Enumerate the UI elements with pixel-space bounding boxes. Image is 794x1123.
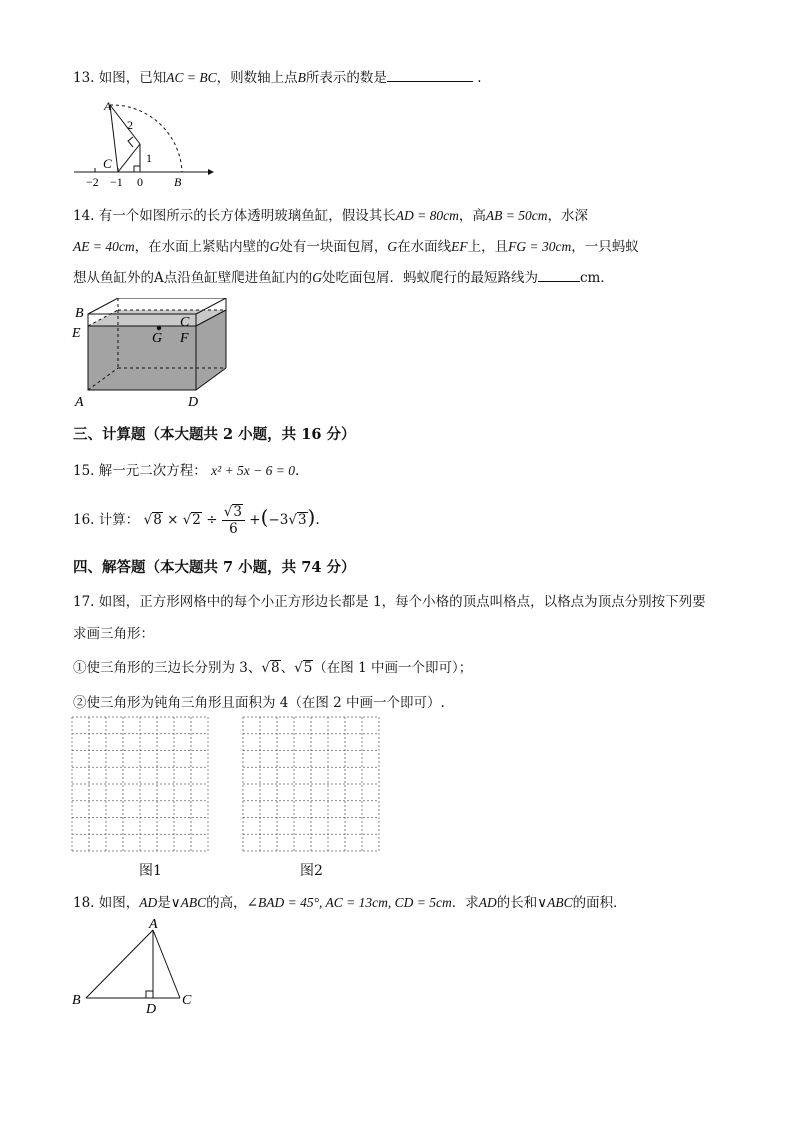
section3-title: 三、计算题（本大题共 2 小题，共 16 分） [73,426,356,443]
q14-line2-c: 在水面线 [397,239,452,255]
q14-line2 [73,235,639,255]
q14-ad: AD = 80cm [395,208,459,223]
q14-ef: EF [451,239,468,254]
q16-fraction-denominator: 6 [229,521,238,537]
q17-grid-figure-1[interactable] [71,716,209,852]
q14-line2-b: 处有一块面包屑， [279,239,388,255]
q16-fraction [222,504,245,537]
q16-radicand-3: 3 [233,504,242,520]
q14-number: 14. [73,208,95,224]
q15-text [73,459,299,479]
q14-line1-a: 有一个如图所示的长方体透明玻璃鱼缸，假设其长 [98,208,396,224]
q14-answer-blank[interactable] [538,267,580,282]
q18-label-B: B [72,993,81,1008]
q14-fish-tank-figure [70,298,240,410]
q16-neg3: −3 [268,512,289,528]
q13-tick-0: 0 [137,175,143,189]
q14-label-A: A [75,395,84,410]
q18-text-e: 的长和 [496,895,538,911]
q15-label: 解一元二次方程： [98,463,207,479]
q16-radical-2: √2 [182,512,201,528]
q16-radical-1: √8 [143,512,162,528]
q17-radicand-5: 5 [303,660,313,676]
q18-text-d: ．求 [451,895,479,911]
q18-given: ∠BAD = 45°, AC = 13cm, CD = 5cm [246,895,452,910]
q14-unit: cm． [580,270,614,286]
q15-end: . [294,463,300,479]
q16-end: . [315,512,320,528]
q18-label-C: C [182,993,192,1008]
q16-paren-close: ) [307,505,316,529]
q13-label-1: 1 [146,151,152,165]
q17-item1-sep: 、 [280,660,295,676]
q17-item1 [73,656,472,676]
q16-div: ÷ [206,512,218,528]
q14-g2: G [387,239,398,254]
q17-fig1-caption: 图1 [139,863,162,879]
q14-label-D: D [188,395,199,410]
q15-number: 15. [73,463,95,479]
q13-tick-minus2: −2 [86,175,99,189]
q16-radical-3: √3 [288,512,307,528]
q16-plus: + [249,512,261,528]
q17-fig2-caption: 图2 [300,863,323,879]
q14-line3 [73,266,614,286]
q18-text [73,891,627,911]
q18-text-a: 如图， [98,895,140,911]
q14-label-E: E [72,326,81,341]
q18-triangle: ∨ABC [170,895,207,910]
q13-text [73,66,482,86]
q13-text-a: 如图，已知 [98,70,167,86]
q18-triangle2: ∨ABC [537,895,573,910]
q13-text-b: ，则数轴上点 [216,70,298,86]
q14-g3: G [312,270,322,285]
q14-line2-e: ，一只蚂蚁 [571,239,639,255]
q13-tick-minus1: −1 [110,175,123,189]
q14-label-F: F [180,331,189,346]
q14-label-C: C [180,315,190,330]
q13-label-A: A [104,99,112,113]
q13-eq: AC = BC [166,70,217,85]
q13-text-c: 所表示的数是 [305,70,387,86]
section4-title: 四、解答题（本大题共 7 小题，共 74 分） [73,559,356,576]
q14-line1-c: ，水深 [547,208,588,224]
q14-g: G [269,239,280,254]
q13-label-B: B [174,175,182,189]
q16-paren-open: ( [260,505,269,529]
q14-line2-a: ，在水面上紧贴内壁的 [134,239,270,255]
q17-radical-5: √5 [294,660,313,676]
q17-item2: ②使三角形为钝角三角形且面积为 4（在图 2 中画一个即可）. [73,695,445,711]
q18-text-b: 是 [157,895,171,911]
q17-item1-a: ①使三角形的三边长分别为 3、 [73,660,262,676]
q17-line1 [73,590,706,610]
q18-number: 18. [73,895,95,911]
q15-equation: x² + 5x − 6 = 0 [211,463,295,478]
q16-fraction-numerator: √3 [222,504,245,521]
q16-times: × [167,512,179,528]
q16-radicand-2: 2 [192,512,201,528]
q17-radicand-8: 8 [271,660,280,676]
q13-number: 13. [73,70,95,86]
q18-triangle-figure [70,916,200,1016]
q17-item1-b: （在图 1 中画一个即可）； [313,660,473,676]
q13-label-2: 2 [127,118,133,132]
q18-text-f: 的面积． [572,895,627,911]
q13-point: B [297,70,306,85]
q16-radicand-3b: 3 [297,512,307,528]
q17-line1-text: 如图，正方形网格中的每个小正方形边长都是 1，每个小格的顶点叫格点，以格点为顶点分别按下列要 [98,594,706,610]
q13-end: . [477,70,482,86]
q13-number-line-figure [70,96,220,192]
q14-label-G: G [152,331,163,346]
q17-number: 17. [73,594,95,610]
q14-line1 [73,204,588,224]
q14-line3-b: 处吃面包屑．蚂蚁爬行的最短路线为 [322,270,538,286]
q18-ad: AD [139,895,158,910]
q14-ab: AB = 50cm [485,208,548,223]
q18-text-c: 的高， [206,895,247,911]
q14-fg: FG = 30cm [508,239,572,254]
q16-radicand-8: 8 [153,512,162,528]
q16-label: 计算： [98,512,140,528]
q16-text [73,500,320,537]
q13-answer-blank[interactable] [387,67,473,82]
q14-line2-d: 上，且 [467,239,509,255]
q14-point-G-dot [157,326,161,330]
q16-number: 16. [73,512,95,528]
q14-label-B: B [75,306,84,321]
q18-ad2: AD [478,895,497,910]
q18-label-D: D [146,1002,157,1016]
q13-label-C: C [103,156,112,171]
q14-line3-a: 想从鱼缸外的A点沿鱼缸壁爬进鱼缸内的 [73,270,313,286]
q17-line2: 求画三角形： [73,626,154,642]
q18-label-A: A [149,917,158,932]
q14-line1-b: ，高 [458,208,486,224]
q17-radical-8: √8 [261,660,280,676]
q14-ae: AE = 40cm [73,239,135,254]
q17-grid-figure-2[interactable] [242,716,380,852]
